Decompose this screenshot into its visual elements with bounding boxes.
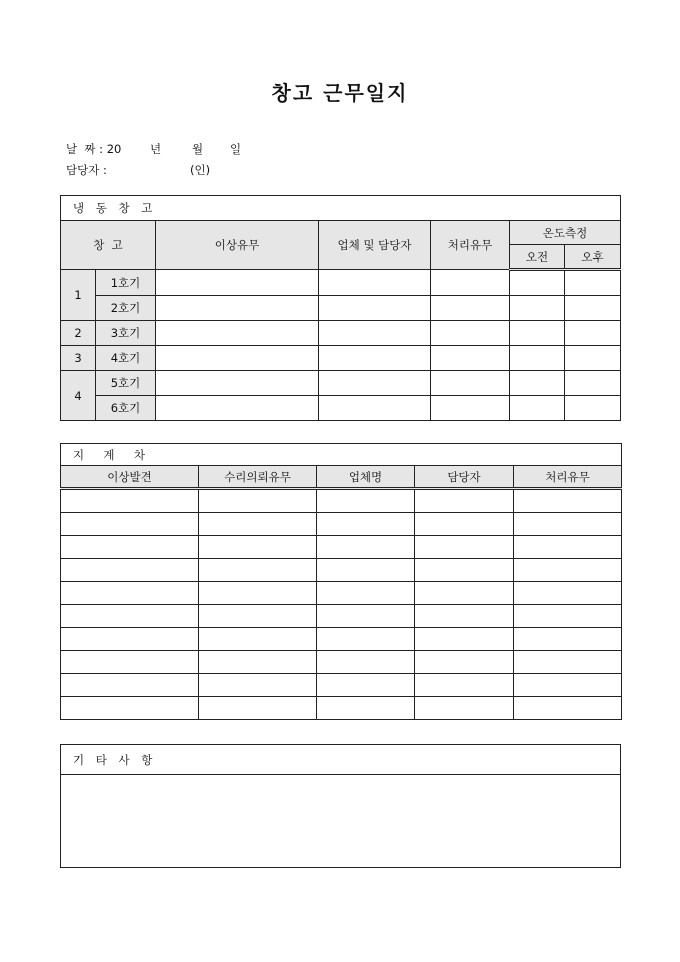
unit-label: 4호기 bbox=[96, 346, 156, 371]
cell[interactable] bbox=[415, 489, 514, 513]
cell[interactable] bbox=[319, 396, 431, 421]
cell[interactable] bbox=[431, 321, 510, 346]
table-row bbox=[61, 536, 622, 559]
cell[interactable] bbox=[61, 628, 199, 651]
cell[interactable] bbox=[199, 651, 317, 674]
other-section-title: 기 타 사 항 bbox=[61, 745, 621, 775]
cell[interactable] bbox=[415, 513, 514, 536]
cell[interactable] bbox=[565, 371, 621, 396]
cell[interactable] bbox=[415, 605, 514, 628]
table-row bbox=[61, 605, 622, 628]
table-row bbox=[61, 674, 622, 697]
cell[interactable] bbox=[510, 296, 565, 321]
cell[interactable] bbox=[514, 513, 622, 536]
freezer-section-title: 냉 동 창 고 bbox=[61, 196, 621, 221]
cell[interactable] bbox=[514, 536, 622, 559]
group-label: 2 bbox=[61, 321, 96, 346]
cell[interactable] bbox=[199, 628, 317, 651]
cell[interactable] bbox=[319, 270, 431, 296]
cell[interactable] bbox=[319, 346, 431, 371]
cell[interactable] bbox=[514, 582, 622, 605]
vendor-name-header: 업체명 bbox=[317, 466, 415, 489]
cell[interactable] bbox=[317, 489, 415, 513]
abnormal-header: 이상유무 bbox=[156, 221, 319, 270]
cell[interactable] bbox=[61, 674, 199, 697]
cell[interactable] bbox=[156, 321, 319, 346]
cell[interactable] bbox=[199, 559, 317, 582]
cell[interactable] bbox=[415, 582, 514, 605]
cell[interactable] bbox=[317, 513, 415, 536]
cell[interactable] bbox=[514, 605, 622, 628]
cell[interactable] bbox=[319, 321, 431, 346]
cell[interactable] bbox=[156, 296, 319, 321]
cell[interactable] bbox=[317, 559, 415, 582]
cell[interactable] bbox=[61, 605, 199, 628]
cell[interactable] bbox=[61, 489, 199, 513]
date-label: 날 짜 : 20 bbox=[66, 142, 122, 156]
cell[interactable] bbox=[319, 296, 431, 321]
cell[interactable] bbox=[317, 605, 415, 628]
cell[interactable] bbox=[514, 697, 622, 720]
cell[interactable] bbox=[415, 628, 514, 651]
cell[interactable] bbox=[317, 697, 415, 720]
manager-label: 담당자 : bbox=[66, 163, 107, 177]
month-label: 월 bbox=[192, 142, 204, 156]
cell[interactable] bbox=[156, 396, 319, 421]
cell[interactable] bbox=[317, 582, 415, 605]
cell[interactable] bbox=[61, 651, 199, 674]
cell[interactable] bbox=[514, 489, 622, 513]
other-table bbox=[60, 744, 621, 868]
cell[interactable] bbox=[61, 513, 199, 536]
am-header: 오전 bbox=[510, 245, 565, 270]
cell[interactable] bbox=[510, 270, 565, 296]
cell[interactable] bbox=[510, 321, 565, 346]
metering-section-title: 지 계 차 bbox=[61, 444, 622, 466]
unit-label: 2호기 bbox=[96, 296, 156, 321]
table-row bbox=[61, 513, 622, 536]
group-label: 4 bbox=[61, 371, 96, 421]
unit-label: 1호기 bbox=[96, 270, 156, 296]
cell[interactable] bbox=[415, 536, 514, 559]
handled-header: 처리유무 bbox=[514, 466, 622, 489]
table-row bbox=[61, 628, 622, 651]
cell[interactable] bbox=[199, 536, 317, 559]
cell[interactable] bbox=[431, 396, 510, 421]
cell[interactable] bbox=[510, 371, 565, 396]
cell[interactable] bbox=[514, 559, 622, 582]
cell[interactable] bbox=[199, 674, 317, 697]
cell[interactable] bbox=[565, 346, 621, 371]
cell[interactable] bbox=[317, 651, 415, 674]
cell[interactable] bbox=[431, 346, 510, 371]
cell[interactable] bbox=[319, 371, 431, 396]
day-label: 일 bbox=[230, 142, 242, 156]
cell[interactable] bbox=[431, 270, 510, 296]
cell[interactable] bbox=[514, 651, 622, 674]
cell[interactable] bbox=[61, 536, 199, 559]
table-row bbox=[61, 559, 622, 582]
cell[interactable] bbox=[514, 674, 622, 697]
cell[interactable] bbox=[510, 346, 565, 371]
table-row bbox=[61, 489, 622, 513]
cell[interactable] bbox=[565, 296, 621, 321]
unit-label: 6호기 bbox=[96, 396, 156, 421]
seal-label: (인) bbox=[190, 163, 211, 177]
cell[interactable] bbox=[199, 605, 317, 628]
found-header: 이상발견 bbox=[61, 466, 199, 489]
cell[interactable] bbox=[431, 371, 510, 396]
year-label: 년 bbox=[150, 142, 162, 156]
cell[interactable] bbox=[317, 628, 415, 651]
vendor-header: 업체 및 담당자 bbox=[319, 221, 431, 270]
cell[interactable] bbox=[514, 628, 622, 651]
metering-table bbox=[60, 443, 622, 720]
cell[interactable] bbox=[156, 346, 319, 371]
manager-header: 담당자 bbox=[415, 466, 514, 489]
cell[interactable] bbox=[199, 489, 317, 513]
group-label: 1 bbox=[61, 270, 96, 321]
cell[interactable] bbox=[415, 674, 514, 697]
cell[interactable] bbox=[61, 697, 199, 720]
cell[interactable] bbox=[156, 371, 319, 396]
unit-label: 3호기 bbox=[96, 321, 156, 346]
cell[interactable] bbox=[199, 697, 317, 720]
table-row bbox=[61, 651, 622, 674]
cell[interactable] bbox=[415, 651, 514, 674]
cell[interactable] bbox=[317, 674, 415, 697]
handled-header: 처리유무 bbox=[431, 221, 510, 270]
cell[interactable] bbox=[415, 559, 514, 582]
cell[interactable] bbox=[61, 582, 199, 605]
group-label: 3 bbox=[61, 346, 96, 371]
page-title: 창고 근무일지 bbox=[271, 81, 409, 105]
cell[interactable] bbox=[317, 536, 415, 559]
cell[interactable] bbox=[415, 697, 514, 720]
table-row bbox=[61, 582, 622, 605]
cell[interactable] bbox=[199, 582, 317, 605]
warehouse-header: 창 고 bbox=[61, 221, 156, 270]
cell[interactable] bbox=[565, 321, 621, 346]
cell[interactable] bbox=[199, 513, 317, 536]
cell[interactable] bbox=[565, 270, 621, 296]
cell[interactable] bbox=[156, 270, 319, 296]
pm-header: 오후 bbox=[565, 245, 621, 270]
table-row bbox=[61, 697, 622, 720]
cell[interactable] bbox=[510, 396, 565, 421]
freezer-table bbox=[60, 195, 621, 421]
cell[interactable] bbox=[431, 296, 510, 321]
cell[interactable] bbox=[61, 559, 199, 582]
unit-label: 5호기 bbox=[96, 371, 156, 396]
temp-header: 온도측정 bbox=[510, 221, 621, 245]
other-notes-area[interactable] bbox=[61, 775, 621, 868]
metering-rows bbox=[61, 489, 622, 720]
repair-request-header: 수리의뢰유무 bbox=[199, 466, 317, 489]
cell[interactable] bbox=[565, 396, 621, 421]
